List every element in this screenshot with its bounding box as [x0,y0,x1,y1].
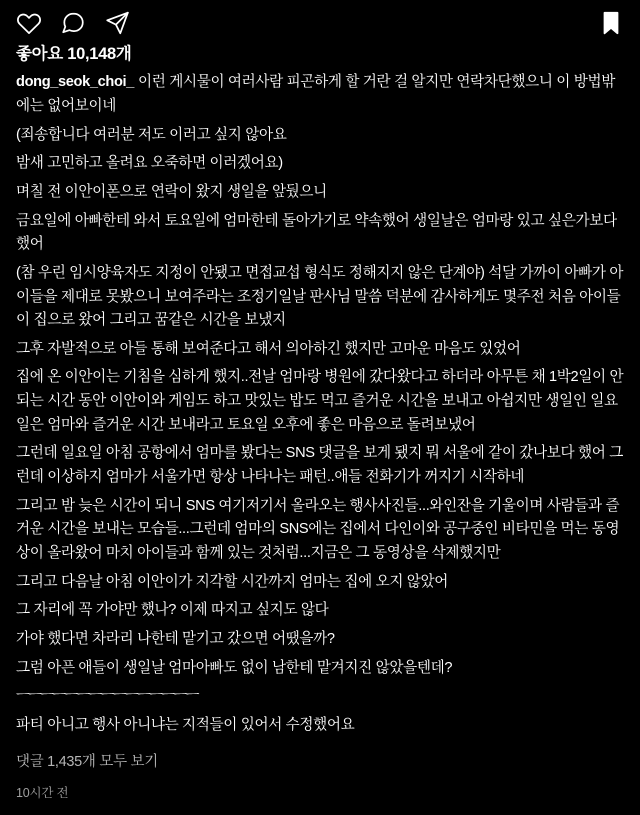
share-icon[interactable] [104,10,130,36]
caption-line-2: 밤새 고민하고 올려요 오죽하면 이러겠어요) [16,155,283,172]
action-bar-left-group [16,10,130,36]
post-username[interactable]: dong_seok_choi_ [16,74,135,91]
caption-line-11: 그 자리에 꼭 가야만 했나? 이제 따지고 싶지도 않다 [16,602,329,619]
caption-line-12: 가야 했다면 차라리 나한테 맡기고 갔으면 어땠을까? [16,630,335,647]
like-icon[interactable] [16,10,42,36]
caption-line-13: 그럼 아픈 애들이 생일날 엄마아빠도 없이 남한테 맡겨지진 않았을텐데? [16,659,453,676]
caption-text-0: 이런 게시물이 여러사람 피곤하게 할 거란 걸 알지만 연락차단했으니 이 방법밖에는 없어보이네 [16,74,616,115]
comment-icon[interactable] [60,10,86,36]
post-action-bar [0,0,640,42]
caption-line-0 [16,71,626,118]
caption-line-4: 금요일에 아빠한테 와서 토요일에 엄마한테 돌아가기로 약속했어 생일날은 엄마랑 있고 싶은가보다 했어 [16,212,617,253]
caption-line-6: 그후 자발적으로 아들 통해 보여준다고 해서 의아하긴 했지만 고마운 마음도 있었어 [16,340,521,357]
caption-line-1: (죄송합니다 여러분 저도 이러고 싶지 않아요 [16,126,287,143]
post-caption [0,69,640,742]
caption-line-8: 그런데 일요일 아침 공항에서 엄마를 봤다는 SNS 댓글을 보게 됐지 뭐 서울에 같이 갔나보다 했어 그런데 이상하지 엄마가 서울가면 항상 나타나는 패턴..애들 전화기가 꺼지기 시작하네 [16,445,623,486]
bookmark-icon[interactable] [598,10,624,36]
view-all-comments-link[interactable]: 댓글 1,435개 모두 보기 [16,754,158,771]
caption-divider: ㅡㅡㅡㅡㅡㅡㅡㅡㅡㅡㅡㅡㅡㅡㅡ [16,688,198,705]
caption-line-9: 그리고 밤 늦은 시간이 되니 SNS 여기저기서 올라오는 행사사진들...와인잔을 기울이며 사람들과 즐거운 시간을 보내는 모습들...그런데 엄마의 SNS에는 집에서 다인이와 공구중인 비타민을 먹는 동영상이 올라왔어 마치 아이들과 함께 있는 것처럼...지금은 그 동영상을 삭제했지만 [16,497,620,561]
action-bar-right-group [598,10,624,36]
post-timestamp: 10시간 전 [16,786,69,801]
caption-line-5: (참 우린 임시양육자도 지정이 안됐고 면접교섭 형식도 정해지지 않은 단계야) 석달 가까이 아빠가 아이들을 제대로 못봤으니 보여주라는 조정기일날 판사님 말씀 덕분에 감사하게도 몇주전 처음 아이들이 집으로 왔어 그리고 꿈같은 시간을 보냈지 [16,264,624,329]
caption-line-10: 그리고 다음날 아침 이안이가 지각할 시간까지 엄마는 집에 오지 않았어 [16,573,449,590]
like-count: 좋아요 10,148개 [16,45,132,63]
caption-line-3: 며칠 전 이안이폰으로 연락이 왔지 생일을 앞뒀으니 [16,184,327,200]
caption-line-15: 파티 아니고 행사 아니냐는 지적들이 있어서 수정했어요 [16,716,355,733]
caption-line-7: 집에 온 이안이는 기침을 심하게 했지..전날 엄마랑 병원에 갔다왔다고 하더라 아무튼 채 1박2일이 안 되는 시간 동안 이안이와 게임도 하고 맛있는 밥도 먹고 즐거운 시간을 보내고 아쉽지만 생일인 일요일은 엄마와 즐거운 시간 보내라고 토요일 오후에 좋은 마음으로 돌려보냈어 [16,369,624,433]
